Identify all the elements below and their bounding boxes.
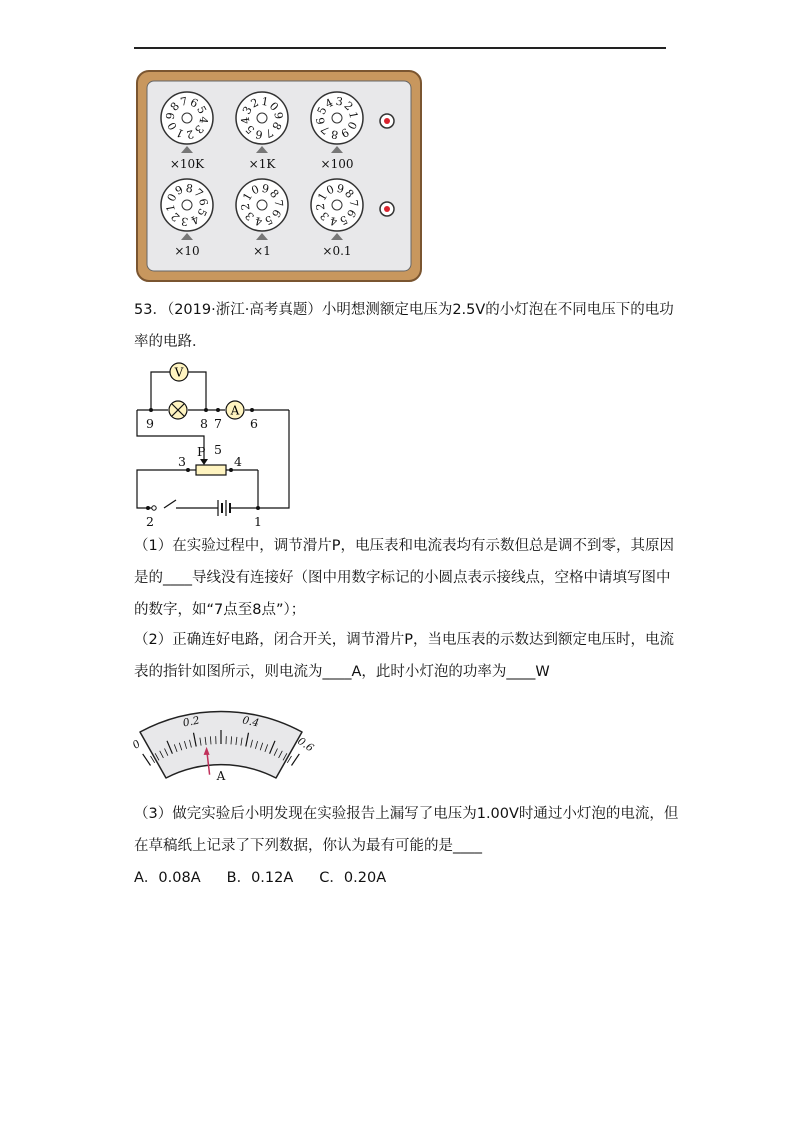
dial-digit: 1 (240, 190, 256, 204)
dial-digit: 0 (324, 182, 337, 198)
point-2-label: 2 (146, 514, 154, 529)
part1-line2: 是的____导线没有连接好（图中用数字标记的小圆点表示接线点，空格中请填写图中 (134, 570, 671, 586)
terminal-bottom (380, 202, 394, 216)
dial-digit: 4 (253, 214, 264, 229)
point-6-dot (250, 408, 254, 412)
question-stem-line1 (134, 300, 674, 320)
dial-digit: 0 (266, 99, 281, 114)
dial-digit: 8 (330, 127, 340, 142)
part3-line2: 在草稿纸上记录了下列数据，你认为最有可能的是____ (134, 838, 482, 854)
dial-digit: 1 (163, 203, 178, 213)
scale-label: 0 (130, 737, 143, 752)
dial-digit: 5 (262, 212, 275, 228)
dial-digit: 3 (240, 104, 255, 117)
ammeter-unit-label: A (216, 769, 226, 783)
dial-digit: 8 (167, 99, 183, 114)
point-6-label: 6 (250, 416, 258, 431)
dial-digit: 8 (267, 186, 282, 201)
dial-digit: 3 (334, 94, 344, 109)
point-3-dot (186, 468, 190, 472)
point-1-dot (256, 506, 260, 510)
dial-digit: 9 (271, 111, 286, 121)
dial-digit: 2 (238, 202, 253, 211)
dial-digit: 6 (188, 95, 200, 111)
point-5-label: 5 (214, 442, 222, 457)
dial-digit: 9 (163, 111, 178, 121)
resistance-box-figure (134, 68, 424, 284)
dial-digit: 4 (328, 214, 339, 229)
switch-icon (152, 506, 156, 510)
dial-digit: 5 (314, 104, 330, 117)
dial-digit: 6 (254, 127, 264, 142)
option-b[interactable]: B．0.12A (226, 870, 294, 886)
dial-digit: 7 (179, 94, 189, 109)
ammeter-icon (226, 401, 244, 419)
point-4-dot (229, 468, 233, 472)
dial-digit: 5 (194, 103, 209, 117)
question-stem-line2: 率的电路． (134, 334, 207, 350)
dial-digit: 2 (185, 127, 195, 142)
dial-digit: 3 (191, 122, 207, 137)
dial-digit: 0 (249, 182, 262, 198)
battery-icon (218, 500, 230, 516)
point-7-label: 7 (214, 416, 222, 431)
ammeter-label: A (230, 403, 240, 418)
dial-digit: 7 (191, 186, 206, 201)
dial-multiplier-label: ×0.1 (322, 244, 352, 258)
dial-digit: 7 (271, 199, 286, 208)
dial-digit: 8 (269, 119, 284, 132)
dial-digit: 4 (196, 115, 211, 125)
dial-digit: 4 (188, 212, 201, 227)
scale-label: 0.4 (241, 714, 261, 730)
dial-digit: 1 (174, 125, 186, 141)
dial-digit: 0 (165, 119, 180, 133)
dial-digit: 7 (318, 122, 333, 137)
point-7-dot (216, 408, 220, 412)
dial-digit: 8 (184, 181, 194, 196)
voltmeter-label: V (174, 365, 184, 380)
point-4-label: 4 (234, 454, 242, 469)
question-source: （2019·浙江·高考真题） (166, 302, 322, 318)
dial-multiplier-label: ×1 (253, 244, 271, 258)
dial-digit: 5 (337, 212, 350, 228)
dial-digit: 0 (164, 191, 180, 204)
part1-line3: 的数字，如“7点至8点”）； (134, 602, 306, 618)
scale-label: 0.2 (181, 714, 201, 730)
dial-digit: 9 (338, 125, 351, 140)
option-a[interactable]: A．0.08A (134, 870, 201, 886)
part3-line1: （3）做完实验后小明发现在实验报告上漏写了电压为1.00V时通过小灯泡的电流，但 (134, 806, 679, 822)
dial-digit: 6 (313, 116, 328, 126)
dial-digit: 2 (341, 99, 356, 114)
scale-label: 0.6 (295, 735, 316, 755)
point-2-dot (146, 506, 150, 510)
dial-multiplier-label: ×100 (320, 157, 354, 171)
dial-digit: 1 (260, 94, 270, 109)
dial-digit: 2 (248, 95, 261, 111)
point-8-dot (204, 408, 208, 412)
dial-digit: 7 (346, 199, 361, 208)
question-number: 53． (134, 302, 167, 318)
scale-tick (143, 754, 151, 766)
dial-multiplier-label: ×1K (248, 157, 276, 171)
ammeter-dial-figure (130, 692, 316, 784)
option-c[interactable]: C．0.20A (319, 870, 387, 886)
dial-multiplier-label: ×10K (169, 157, 205, 171)
answer-options (134, 866, 386, 887)
top-rule (134, 47, 666, 49)
voltmeter-icon (170, 363, 188, 381)
dial-digit: 1 (315, 190, 331, 204)
dial-digit: 8 (342, 186, 357, 201)
dial-digit: 6 (196, 197, 211, 207)
scale-tick (292, 754, 300, 766)
point-1-label: 1 (254, 514, 262, 529)
lamp-icon (169, 401, 187, 419)
dial-digit: 7 (263, 125, 276, 141)
dial-digit: 2 (168, 209, 183, 224)
dial-digit: 2 (313, 202, 328, 211)
dial-digit: 1 (346, 110, 361, 120)
circuit-diagram (134, 358, 304, 530)
dial-digit: 3 (180, 214, 190, 229)
point-8-label: 8 (200, 416, 208, 431)
part1-line1: （1）在实验过程中，调节滑片P，电压表和电流表均有示数但总是调不到零，其原因 (134, 538, 674, 554)
part2-line2: 表的指针如图所示，则电流为____A，此时小灯泡的功率为____W (134, 664, 550, 680)
slider-p-label: P (197, 444, 206, 459)
dial-digit: 9 (335, 181, 346, 196)
dial-digit: 4 (323, 96, 336, 111)
dial-digit: 6 (268, 206, 284, 220)
dial-digit: 5 (243, 122, 258, 137)
dial-digit: 3 (317, 209, 332, 224)
dial-digit: 0 (344, 119, 360, 132)
point-3-label: 3 (178, 454, 186, 469)
dial-digit: 9 (260, 181, 271, 196)
point-9-dot (149, 408, 153, 412)
dial-digit: 5 (194, 206, 210, 219)
part2-line1: （2）正确连好电路，闭合开关，调节滑片P，当电压表的示数达到额定电压时，电流 (134, 632, 674, 648)
dial-digit: 4 (238, 115, 253, 125)
dial-digit: 6 (343, 206, 359, 220)
dial-digit: 9 (173, 183, 186, 198)
dial-multiplier-label: ×10 (174, 244, 200, 258)
dial-digit: 3 (242, 209, 257, 224)
point-9-label: 9 (146, 416, 154, 431)
terminal-top (380, 114, 394, 128)
question-stem: 小明想测额定电压为2.5V的小灯泡在不同电压下的电功 (321, 302, 674, 318)
